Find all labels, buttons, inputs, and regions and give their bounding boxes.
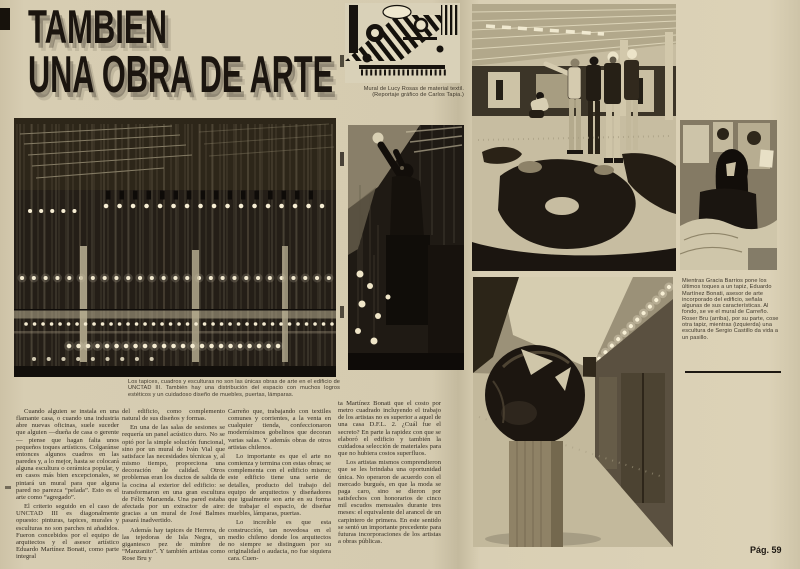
caption-mural-photo: Mural de Lucy Rosas de material textil. (Reportaje gráfico de Carlos Tapia.) (363, 86, 464, 99)
photo-sphere-sculpture (473, 277, 673, 547)
weaver-illustration (680, 120, 777, 270)
paragraph: Además hay tapices de Herrera, de las tejedoras de Isla Negra, un gigantesco pez de mimbre de “Manzanito”. Y también artistas como Rose Bru y (122, 526, 225, 563)
lamps-hall-illustration (14, 118, 336, 377)
photo-installing-lamps (348, 125, 464, 370)
fold-mark (340, 55, 344, 67)
fold-mark (340, 152, 344, 166)
caption-weaver-photo: Mientras Gracia Barrios pone los últimos toques a un tapiz, Eduardo Martínez Bonati, asesor de arte incorporado del edificio, señala algunas de sus características. Al fondo, se ve el mural de Carreño. Roser Bru (arriba), por su parte, cose otra tapiz, mientras (izquierda) una escultura de Sergio Castillo da vida a un pasillo. (682, 278, 779, 341)
page-edge-mark (0, 8, 10, 30)
paragraph: El criterio seguido en el caso de UNCTAD III es diagonalmente opuesto: pinturas, tapices, murales y esculturas no son parches ni añadidos. Fueron concebidos por el equipo de arquitectos y el asesor artístico Eduardo Martínez Bonati, como parte integral (16, 503, 119, 561)
article-column-1 (16, 408, 119, 566)
textile-mural-illustration (345, 3, 460, 83)
paragraph: ta Martínez Bonati que el costo por metro cuadrado incluyendo el trabajo de los artistas no es superior a aquel de una casa D.F.L. 2. ¿Cuál fue el secreto? En parte la rapidez con que se elaboró el edificio y también la cuidadosa selección de materiales para que no hubiera costos superfluos. (338, 400, 441, 458)
margin-mark (5, 486, 11, 489)
article-column-2 (122, 408, 225, 566)
photo-textile-mural (345, 3, 460, 83)
article-column-3 (228, 408, 331, 566)
divider-rule (685, 371, 781, 373)
paragraph: En una de las salas de sesiones se requería un panel acústico duro. No se optó por la simple solución funcional, sino por un mural de Iván Vial que satisface las necesidades técnicas y, al mismo tiempo, proporciona una decoración de calidad. Otros problemas eran los ductos de salida de la cocina al exterior del edificio: se transformaron en una gran escultura de Félix Maruenda. Una pared estaba afectada por un extractor de aire: gracias a un mural de José Balmes pasará inadvertido. (122, 424, 225, 525)
paragraph: Lo importante es que el arte no comienza y termina con estas obras; se complementa con el edificio mismo; este edificio tiene una serie de detalles, producto del trabajo del equipo de arquitectos y diseñadores que igualmente son arte en su forma de trabajar el espacio, de diseñar muebles, lámparas, puertas. (228, 452, 331, 518)
photo-weaver (680, 120, 777, 270)
paragraph: Carreño que, trabajando con textiles comunes y corrientes, a la venta en cualquier tienda, confeccionaron modernísimos gobelinos que decoran varias salas. Y además obras de otros artistas chilenos. (228, 408, 331, 451)
paragraph: del edificio, como complemento natural de sus diseños y formas. (122, 408, 225, 423)
paragraph: Lo increíble es que esta construcción, tan novedosa en el medio chileno donde los arquitectos no siempre se distinguen por su originalidad o audacia, no fue siquiera cara. Cuen- (228, 519, 331, 563)
photo-lamps-hall (14, 118, 336, 377)
page-number: Pág. 59 (750, 545, 782, 555)
caption-lamps-photo: Los tapices, cuadros y esculturas no son las únicas obras de arte en el edificio de UNCTAD III. También hay una distribución del espacio con muchos logros estéticos y un cuidadoso diseño de muebles, puertas, lámparas. (128, 379, 340, 398)
title-line-1: TAMBIEN (28, 0, 168, 53)
floor-artwork-illustration (472, 4, 676, 271)
sphere-sculpture-illustration (473, 277, 673, 547)
photo-floor-artwork (472, 4, 676, 271)
paragraph: Cuando alguien se instala en una flamante casa, o cuando una industria abre nuevas oficinas, suele suceder que alguien —dueña de casa o gerente— piense que hagan falta unos pequeños toques artísticos. Colgaránse entonces algunos cuadros en las paredes y, a lo mejor, hasta se colocará alguna escultura o cerámica popular, y en casos más bien excepcionales, se pintará un mural para que alguna pared no parezca “pelada”. Esto es el arte como “agregado”. (16, 408, 119, 501)
article-column-4 (338, 400, 441, 550)
title-line-2: UNA OBRA DE ARTE (28, 46, 334, 104)
installing-lamps-illustration (348, 125, 464, 370)
paragraph: Los artistas mismos comprendieron que se les brindaba una oportunidad única. No operaron de acuerdo con el mercado burgués, en que la moda se paga caro, sino se dieron por satisfechos con honorarios de cinco mil escudos mensuales durante tres meses: el equivalente del arancel de un carpintero de primera. En este sentido se sentó un importante precedente para futuras incorporaciones de los artistas a obras públicas. (338, 459, 441, 545)
fold-mark (340, 306, 344, 318)
